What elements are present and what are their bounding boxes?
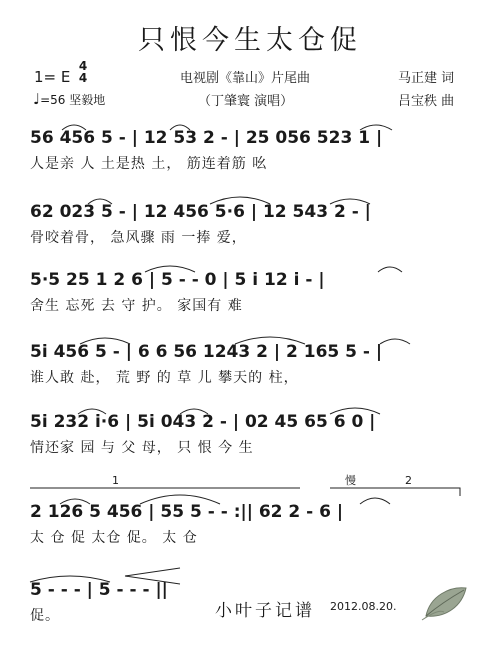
score-line-lyrics: 人是亲 人 土是热 土， 筋连着筋 吆 xyxy=(30,156,268,172)
score-line-lyrics: 骨咬着骨， 急风骤 雨 一捧 爱， xyxy=(30,230,247,246)
song-title: 只恨今生太仓促 xyxy=(138,25,362,56)
tempo-change-label: 慢 xyxy=(345,474,356,487)
score-line-notation: 5·5 25 1 2 6 | 5 - - 0 | 5 i 12 i - | xyxy=(30,270,325,290)
time-signature-top: 4 xyxy=(78,59,88,73)
score-line-notation: 2 126 5 456 | 55 5 - - :|| 62 2 - 6 | xyxy=(30,502,344,522)
score-line-notation: 5 - - - | 5 - - - || xyxy=(30,580,168,600)
score-line-lyrics: 太 仓 促 太仓 促。 太 仓 xyxy=(30,530,198,546)
song-singer: （丁肇寰 演唱） xyxy=(198,94,294,109)
song-source: 电视剧《靠山》片尾曲 xyxy=(180,71,311,86)
time-signature-bottom: 4 xyxy=(78,71,88,85)
quarter-note-icon: ♩ xyxy=(33,90,41,108)
key-signature: 1= E xyxy=(34,68,71,86)
volta-label-2: 2 xyxy=(405,474,412,487)
score-line-lyrics: 情还家 园 与 父 母， 只 恨 今 生 xyxy=(30,440,254,456)
score-line-lyrics: 促。 xyxy=(30,608,60,624)
transcription-date: 2012.08.20. xyxy=(330,600,397,613)
score-line-lyrics: 舍生 忘死 去 守 护。 家国有 难 xyxy=(30,298,243,314)
volta-label-1: 1 xyxy=(112,474,119,487)
tempo-marking xyxy=(33,90,105,108)
transcriber-signature: 小叶子记谱 xyxy=(215,601,315,621)
score-line-notation: 5i 456 5 - | 6 6 56 1243 2 | 2 165 5 - | xyxy=(30,342,383,362)
lyricist-credit: 马正建 词 xyxy=(398,71,455,86)
tempo-value: =56 xyxy=(40,93,66,107)
score-line-lyrics: 谁人敢 赴， 荒 野 的 草 儿 攀天的 柱， xyxy=(30,370,299,386)
tempo-expression: 坚毅地 xyxy=(69,93,106,107)
score-line-notation: 62 023 5 - | 12 456 5·6 | 12 543 2 - | xyxy=(30,202,371,222)
leaf-icon xyxy=(420,582,470,622)
score-line-notation: 56 456 5 - | 12 53 2 - | 25 056 523 1 | xyxy=(30,128,383,148)
time-signature xyxy=(76,60,90,84)
composer-credit: 吕宝秩 曲 xyxy=(398,94,455,109)
score-line-notation: 5i 232 i·6 | 5i 043 2 - | 02 45 65 6 0 | xyxy=(30,412,376,432)
